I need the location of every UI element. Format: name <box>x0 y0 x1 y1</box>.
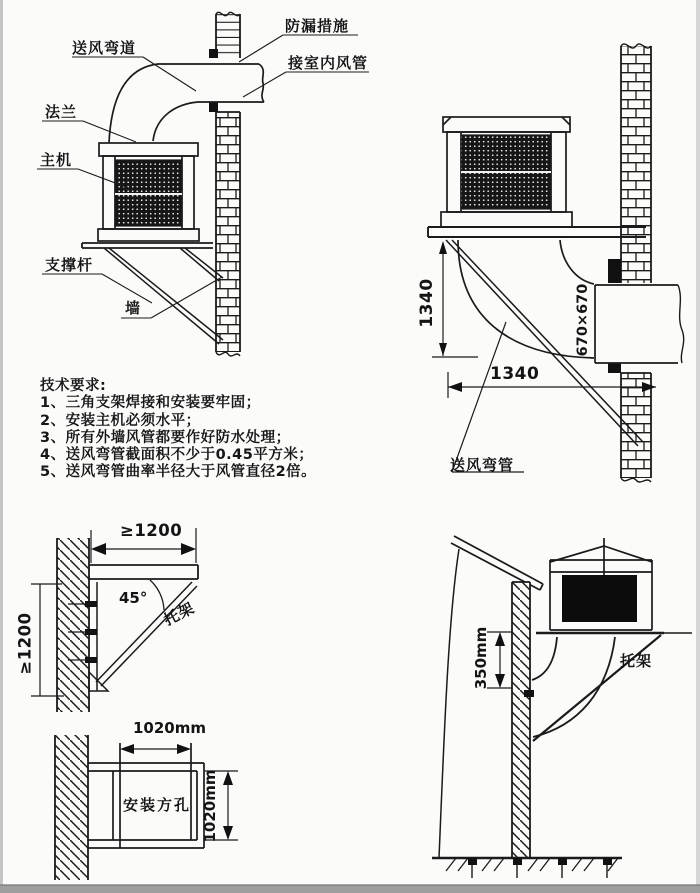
indoor-duct-label: 接室内风管 <box>288 54 369 72</box>
diagram-rear-view <box>428 44 684 482</box>
hatched-pillar <box>512 582 530 858</box>
hole-wall <box>55 735 88 880</box>
tech-title: 技术要求: <box>40 378 107 394</box>
dim-1020-right: 1020mm <box>201 769 219 843</box>
support-shelf-rear <box>428 227 646 237</box>
side-view-wall-lower <box>216 112 240 356</box>
support-rod-label: 支撑杆 <box>45 256 94 274</box>
mounting-hole-label: 安装方孔 <box>123 796 192 814</box>
pole-bend-curves <box>532 637 615 737</box>
tech-item-2: 2、安装主机必须水平； <box>40 412 201 429</box>
unit-back-panel <box>562 575 637 622</box>
tech-item-1: 1、三角支架焊接和安装要牢固； <box>40 395 261 412</box>
dim-45deg: 45° <box>119 589 148 607</box>
leak-seal-bottom <box>209 102 218 112</box>
dim-1020-top: 1020mm <box>133 719 207 737</box>
bend-pipe-curves <box>458 240 594 358</box>
diagram-pole-view <box>432 536 692 878</box>
dim-1340-vertical: 1340 <box>417 278 437 328</box>
wall-label: 墙 <box>125 299 142 317</box>
tech-item-4: 4、送风弯管截面积不少于0.45平方米； <box>40 447 314 464</box>
tech-item-3: 3、所有外墙风管都要作好防水处理； <box>40 429 291 446</box>
bracket-label-side: 托架 <box>160 598 198 630</box>
dim-ge1200-vertical: ≥1200 <box>15 612 35 675</box>
rear-seal-bottom <box>608 363 621 373</box>
flange-label: 法兰 <box>45 103 78 121</box>
dim-ge1200-horizontal: ≥1200 <box>120 521 183 540</box>
through-wall-duct <box>595 285 684 363</box>
main-unit-label: 主机 <box>40 151 73 169</box>
rear-seal-top <box>608 259 621 283</box>
rear-wall-upper <box>621 44 651 283</box>
bend-pipe-label: 送风弯管 <box>450 456 515 474</box>
bracket-wall <box>57 538 89 712</box>
left-contour <box>439 549 459 858</box>
bracket-beam <box>89 565 198 579</box>
side-view-leader-lines <box>37 35 369 318</box>
side-view-wall-upper <box>216 12 240 58</box>
support-braces-side <box>104 248 223 344</box>
angle-arc <box>150 580 164 610</box>
tech-item-5: 5、送风弯管曲率半径大于风管直径2倍。 <box>40 464 317 481</box>
dim-1340-horizontal: 1340 <box>490 364 540 384</box>
technical-requirements <box>40 378 390 482</box>
leak-seal-top <box>209 49 218 58</box>
support-shelf-side <box>82 243 213 248</box>
bend-duct-label: 送风弯道 <box>72 39 137 57</box>
bracket-label-pole: 托架 <box>620 652 653 670</box>
dim-350mm: 350mm <box>472 626 490 690</box>
ground-line <box>432 858 622 878</box>
dim-670x670: 670×670 <box>575 283 591 357</box>
leak-prevention-label: 防漏措施 <box>285 17 350 35</box>
